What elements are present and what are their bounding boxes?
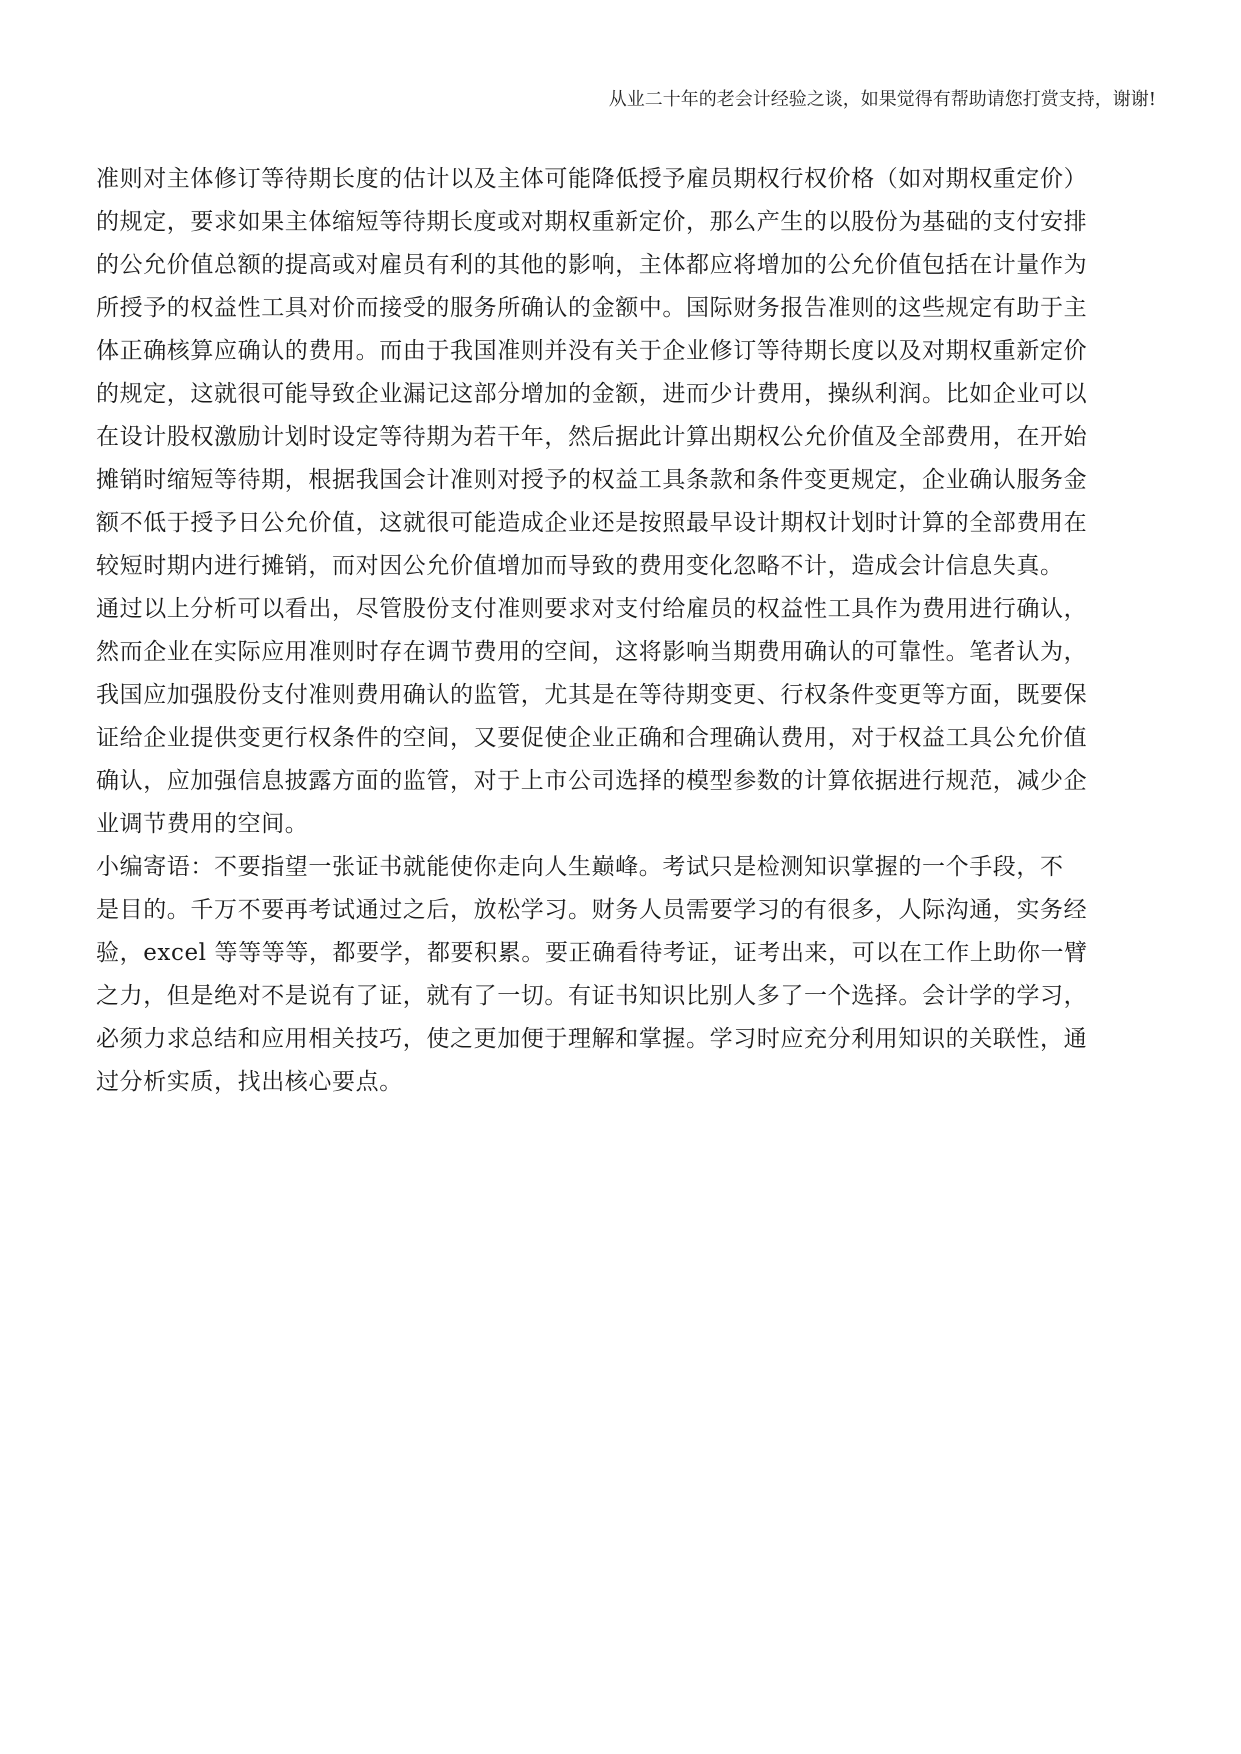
paragraph-2: 通过以上分析可以看出，尽管股份支付准则要求对支付给雇员的权益性工具作为费用进行确认， 然而企业在实际应用准则时存在调节费用的空间，这将影响当期费用确认的可靠性。笔者认为， 我国应加强股份支付准则费用确认的监管，尤其是在等待期变更、行权条件变更等方面，既要保 证给企业提供变更行权条件的空间，又要促使企业正确和合理确认费用，对于权益工具公允价值 确认，应加强信息披露方面的监管，对于上市公司选择的模型参数的计算依据进行规范，减少企 业调节费用的空间。 bbox=[96, 596, 1088, 837]
document-body bbox=[96, 158, 1146, 1104]
page-header: 从业二十年的老会计经验之谈，如果觉得有帮助请您打赏支持，谢谢! bbox=[608, 89, 1156, 110]
paragraph-1: 准则对主体修订等待期长度的估计以及主体可能降低授予雇员期权行权价格（如对期权重定价） 的规定，要求如果主体缩短等待期长度或对期权重新定价，那么产生的以股份为基础的支付安排 的公允价值总额的提高或对雇员有利的其他的影响，主体都应将增加的公允价值包括在计量作为 所授予的权益性工具对价而接受的服务所确认的金额中。国际财务报告准则的这些规定有助于主 体正确核算应确认的费用。而由于我国准则并没有关于企业修订等待期长度以及对期权重新定价 的规定，这就很可能导致企业漏记这部分增加的金额，进而少计费用，操纵利润。比如企业可以 在设计股权激励计划时设定等待期为若干年，然后据此计算出期权公允价值及全部费用，在开始 摊销时缩短等待期，根据我国会计准则对授予的权益工具条款和条件变更规定，企业确认服务金 额不低于授予日公允价值，这就很可能造成企业还是按照最早设计期权计划时计算的全部费用在 较短时期内进行摊销，而对因公允价值增加而导致的费用变化忽略不计，造成会计信息失真。 bbox=[96, 166, 1088, 579]
paragraph-3: 小编寄语：不要指望一张证书就能使你走向人生巅峰。考试只是检测知识掌握的一个手段，不 是目的。千万不要再考试通过之后，放松学习。财务人员需要学习的有很多，人际沟通，实务经 验，excel 等等等等，都要学，都要积累。要正确看待考证，证考出来，可以在工作上助你一臂 之力，但是绝对不是说有了证，就有了一切。有证书知识比别人多了一个选择。会计学的学习， 必须力求总结和应用相关技巧，使之更加便于理解和掌握。学习时应充分利用知识的关联性，通 过分析实质，找出核心要点。 bbox=[96, 854, 1088, 1095]
